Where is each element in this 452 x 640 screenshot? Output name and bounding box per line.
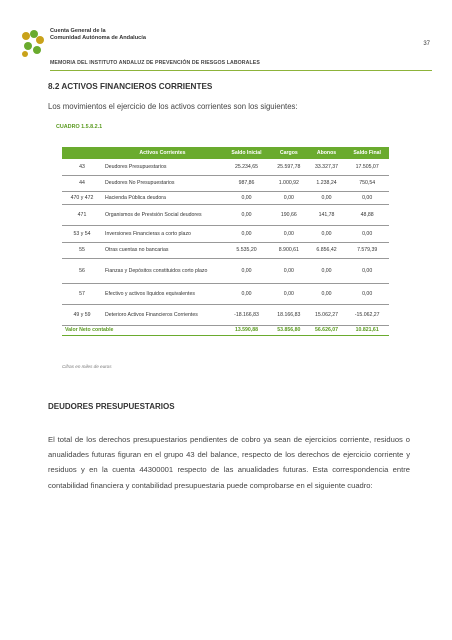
table-row [62,191,389,204]
junta-andalucia-logo-icon [20,28,46,58]
amount-cell: 0,00 [270,283,308,304]
amount-cell: 17.505,07 [345,159,389,175]
account-code-cell: 44 [62,175,102,191]
table-row [62,242,389,258]
amount-cell: 0,00 [345,283,389,304]
organization-name: Cuenta General de la Comunidad Autónoma de Andalucía [50,28,146,41]
page-number: 37 [423,41,430,47]
col-header-saldo-final: Saldo Final [345,147,389,159]
amount-cell: 0,00 [223,258,270,283]
account-name-cell: Efectivo y activos líquidos equivalentes [102,283,223,304]
account-name-cell: Deudores Presupuestarios [102,159,223,175]
amount-cell: 0,00 [223,204,270,225]
amount-cell: 7.579,39 [345,242,389,258]
account-name-cell: Fianzas y Depósitos constituidos corto plazo [102,258,223,283]
amount-cell: 0,00 [345,258,389,283]
section-title: 8.2 ACTIVOS FINANCIEROS CORRIENTES [48,82,213,91]
amount-cell: 0,00 [270,191,308,204]
amount-cell: 0,00 [345,191,389,204]
account-code-cell: 470 y 472 [62,191,102,204]
amount-cell: 33.327,37 [308,159,346,175]
amount-cell: 141,78 [308,204,346,225]
deudores-title: DEUDORES PRESUPUESTARIOS [48,402,175,411]
account-name-cell: Deterioro Activos Financieros Corrientes [102,304,223,325]
total-amount-cell: 13.590,88 [223,325,270,335]
amount-cell: 0,00 [270,225,308,242]
account-name-cell: Organismos de Previsión Social deudores [102,204,223,225]
table-body [62,159,389,335]
total-amount-cell: 56.626,07 [308,325,346,335]
amount-cell: 25.597,78 [270,159,308,175]
deudores-paragraph: El total de los derechos presupuestarios pendientes de cobro ya sean de ejercicios corriente, residuos o anualidades futuras figuran en el grupo 43 del balance, respecto de los derechos de ejercicio corriente y residuos y en la cuenta 44300001 respecto de las anualidades futuras. Esta correspondencia entre contabilidad financiera y contabilidad presupuestaria puede comprobarse en el siguiente cuadro: [48,435,410,490]
amount-cell: 25.234,65 [223,159,270,175]
account-code-cell: 53 y 54 [62,225,102,242]
amount-cell: 750,54 [345,175,389,191]
amount-cell: 0,00 [308,258,346,283]
amount-cell: -18.166,83 [223,304,270,325]
activos-corrientes-table [62,147,389,336]
account-code-cell: 56 [62,258,102,283]
amount-cell: 0,00 [345,225,389,242]
total-row [62,325,389,335]
account-name-cell: Otras cuentas no bancarias [102,242,223,258]
total-amount-cell: 53.856,80 [270,325,308,335]
amount-cell: 8.900,61 [270,242,308,258]
table-row [62,175,389,191]
account-code-cell: 49 y 59 [62,304,102,325]
memoria-title: MEMORIA DEL INSTITUTO ANDALUZ DE PREVENCIÓN DE RIESGOS LABORALES [50,60,260,66]
amount-cell: 0,00 [223,283,270,304]
amount-cell: 6.856,42 [308,242,346,258]
col-header-activos: Activos Corrientes [102,147,223,159]
account-code-cell: 55 [62,242,102,258]
account-code-cell: 471 [62,204,102,225]
amount-cell: 0,00 [308,283,346,304]
amount-cell: 0,00 [308,225,346,242]
total-amount-cell: 10.821,61 [345,325,389,335]
col-header-code [62,147,102,159]
table-row [62,159,389,175]
amount-cell: 190,66 [270,204,308,225]
amount-cell: 0,00 [223,225,270,242]
table-row [62,204,389,225]
table-row [62,225,389,242]
amount-cell: 1.000,92 [270,175,308,191]
table-row [62,283,389,304]
amount-cell: 0,00 [270,258,308,283]
amount-cell: 0,00 [308,191,346,204]
table-header-row [62,147,389,159]
amount-cell: 5.535,20 [223,242,270,258]
table-row [62,304,389,325]
amount-cell: 0,00 [223,191,270,204]
amount-cell: 15.062,27 [308,304,346,325]
total-label: Valor Neto contable [62,325,223,335]
amount-cell: 48,88 [345,204,389,225]
col-header-abonos: Abonos [308,147,346,159]
section-intro: Los movimientos el ejercicio de los activos corrientes son los siguientes: [48,102,298,111]
col-header-cargos: Cargos [270,147,308,159]
col-header-saldo-inicial: Saldo Inicial [223,147,270,159]
amount-cell: 1.238,24 [308,175,346,191]
amount-cell: 987,86 [223,175,270,191]
table-note: Cifras en miles de euros [62,364,112,369]
account-code-cell: 57 [62,283,102,304]
account-name-cell: Inversiones Financieras a corto plazo [102,225,223,242]
header-divider [50,70,432,71]
account-name-cell: Hacienda Pública deudora [102,191,223,204]
account-code-cell: 43 [62,159,102,175]
amount-cell: -15.062,27 [345,304,389,325]
page-header [20,24,432,69]
table-caption: CUADRO 1.5.8.2.1 [56,124,103,130]
account-name-cell: Deudores No Presupuestarios [102,175,223,191]
amount-cell: 18.166,83 [270,304,308,325]
table-row [62,258,389,283]
